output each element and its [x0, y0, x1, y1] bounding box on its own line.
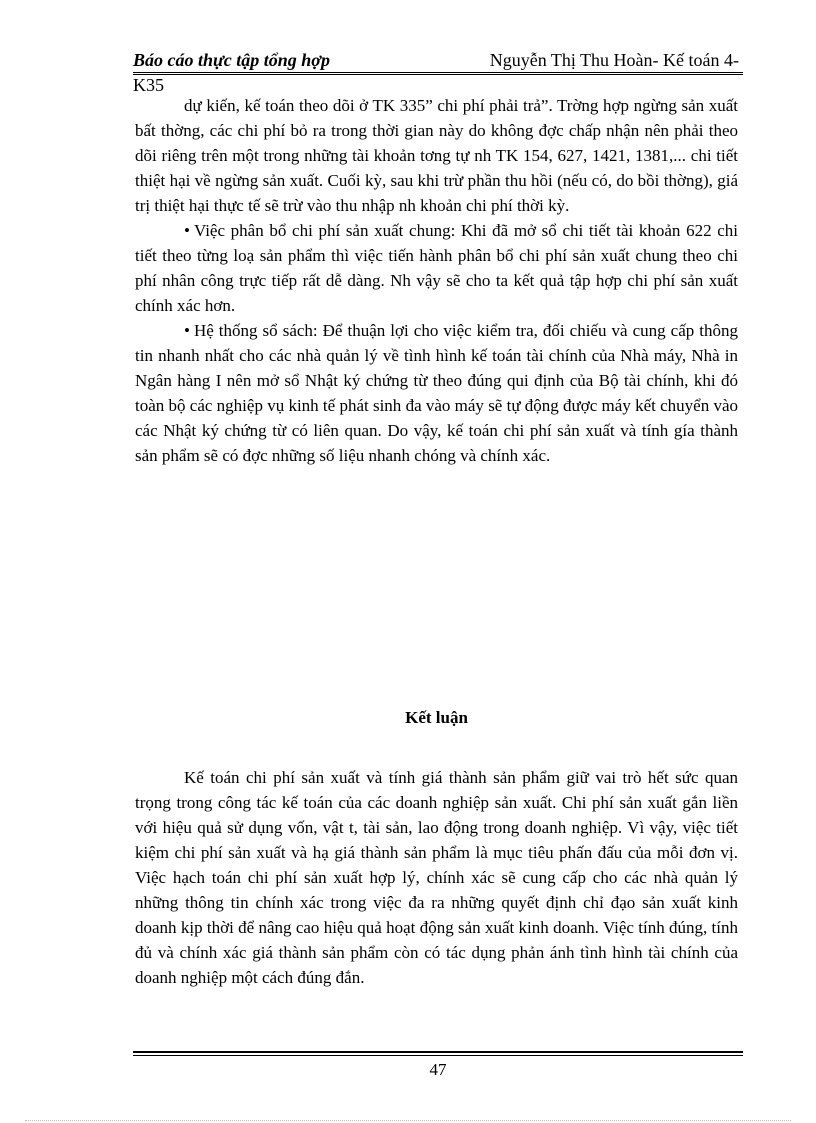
- bullet-icon: •: [184, 221, 190, 240]
- conclusion-paragraph: [135, 765, 738, 990]
- page-number: 47: [429, 1060, 447, 1079]
- bullet-paragraph: [135, 318, 738, 468]
- paragraph: [135, 93, 738, 218]
- paragraph-text: Việc phân bổ chi phí sản xuất chung: Khi đã mở sổ chi tiết tài khoản 622 chi tiết theo từng loạ sản phẩm thì việc tiến hành phân bổ chi phí sản xuất chung theo chi phí nhân công trực tiếp rất dễ dàng. Nh vậy sẽ cho ta kết quả tập hợp chi phí sản xuất chính xác hơn.: [135, 221, 738, 315]
- bullet-icon: •: [184, 321, 190, 340]
- author-info-continuation: K35: [133, 75, 164, 95]
- body-text: [135, 93, 738, 468]
- footer-rule-thick: [133, 1051, 743, 1053]
- bullet-paragraph: [135, 218, 738, 318]
- report-title: Báo cáo thực tập tổng hợp: [133, 50, 330, 70]
- header-line: [133, 50, 743, 73]
- conclusion-title: Kết luận: [405, 708, 468, 727]
- page-header: [133, 50, 743, 95]
- author-info: Nguyễn Thị Thu Hoàn- Kế toán 4-: [489, 50, 739, 70]
- footer-rule-thin: [133, 1055, 743, 1056]
- conclusion-section: [135, 765, 738, 990]
- paragraph-text: dự kiến, kế toán theo dõi ở TK 335” chi phí phải trả”. Trờng hợp ngừng sản xuất bất thờng, các chi phí bỏ ra trong thời gian này do không đợc chấp nhận nên phải theo dõi riêng trên một trong những tài khoản tơng tự nh TK 154, 627, 1421, 1381,... chi tiết thiệt hại về ngừng sản xuất. Cuối kỳ, sau khi trừ phần thu hồi (nếu có, do bồi thờng), giá trị thiệt hại thực tế sẽ trừ vào thu nhập nh khoản chi phí thời kỳ.: [135, 96, 738, 215]
- page-boundary-divider: [25, 1120, 791, 1121]
- paragraph-text: Hệ thống sổ sách: Để thuận lợi cho việc kiểm tra, đối chiếu và cung cấp thông tin nhanh nhất cho các nhà quản lý về tình hình kế toán tài chính của Nhà máy, Nhà in Ngân hàng I nên mở sổ Nhật ký chứng từ theo đúng qui định của Bộ tài chính, khi đó toàn bộ các nghiệp vụ kinh tế phát sinh đa vào máy sẽ tự động được máy kết chuyển vào các Nhật ký chứng từ có liên quan. Do vậy, kế toán chi phí sản xuất và tính gía thành sản phẩm sẽ có đợc những số liệu nhanh chóng và chính xác.: [135, 321, 738, 465]
- paragraph-text: Kế toán chi phí sản xuất và tính giá thành sản phẩm giữ vai trò hết sức quan trọng trong công tác kế toán của các doanh nghiệp sản xuất. Chi phí sản xuất gắn liền với hiệu quả sử dụng vốn, vật t, tài sản, lao động trong doanh nghiệp. Vì vậy, việc tiết kiệm chi phí sản xuất và hạ giá thành sản phẩm là mục tiêu phấn đấu của mỗi đơn vị. Việc hạch toán chi phí sản xuất hợp lý, chính xác sẽ cung cấp cho các nhà quản lý những thông tin chính xác trong việc đa ra những quyết định chỉ đạo sản xuất kinh doanh kịp thời để nâng cao hiệu quả hoạt động sản xuất kinh doanh. Việc tính đúng, tính đủ và chính xác giá thành sản phẩm còn có tác dụng phản ánh tình hình tài chính của doanh nghiệp một cách đúng đắn.: [135, 768, 738, 987]
- footer-rule: [133, 1051, 743, 1056]
